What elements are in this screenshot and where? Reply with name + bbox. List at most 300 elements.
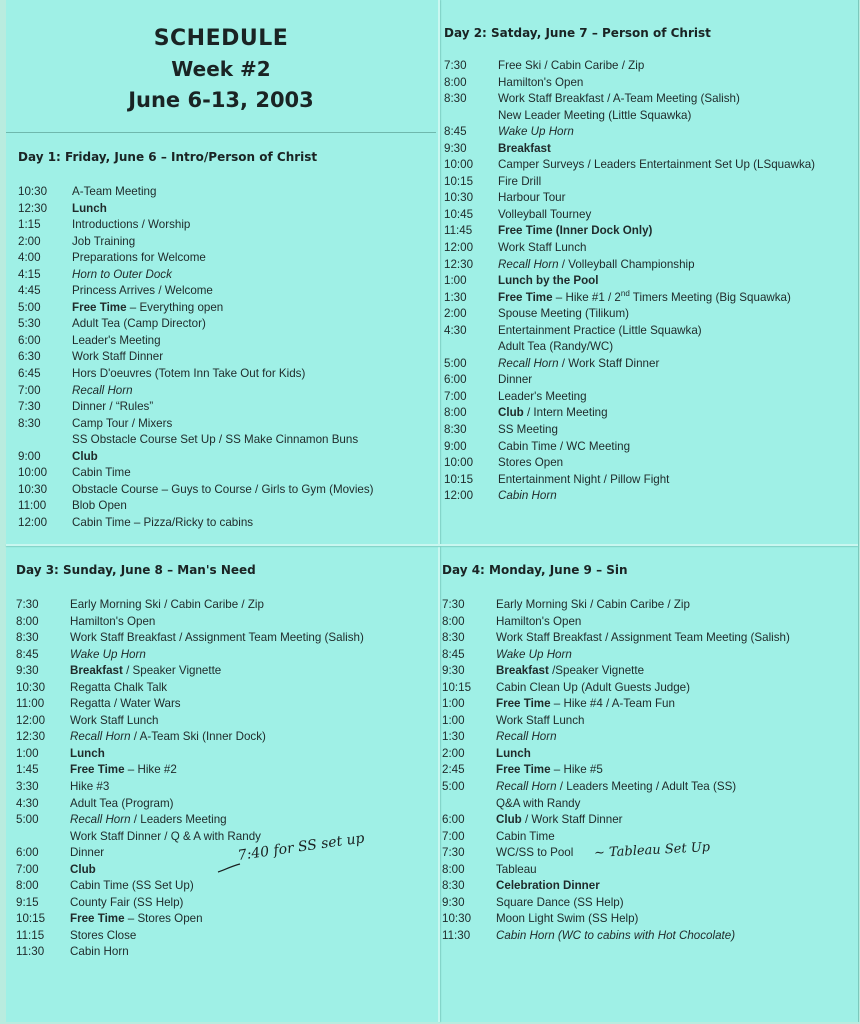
row-event-text: Horn to Outer Dock	[72, 267, 172, 281]
row-event	[72, 184, 428, 201]
row-event-text: Work Staff Breakfast / Assignment Team Meeting (Salish)	[70, 631, 364, 645]
row-time: 2:00	[18, 234, 41, 248]
row-event-text: Blob Open	[72, 499, 127, 513]
row-event-text: Recall Horn	[72, 383, 133, 397]
day-rows	[442, 597, 854, 944]
row-event	[498, 472, 854, 489]
row-event-text: Free Time – Hike #4 / A-Team Fun	[496, 697, 675, 711]
row-event	[70, 696, 428, 713]
row-event	[70, 862, 428, 879]
row-event	[496, 779, 854, 796]
schedule-row	[442, 663, 854, 680]
row-event	[70, 762, 428, 779]
row-time: 10:00	[444, 158, 474, 172]
row-event	[498, 306, 854, 323]
row-event-text: Lunch	[70, 746, 105, 760]
row-event	[70, 812, 428, 829]
row-event-text: Free Time – Hike #1 / 2	[498, 290, 621, 304]
row-event	[498, 273, 854, 290]
schedule-row	[18, 465, 428, 482]
schedule-row	[18, 267, 428, 284]
row-time: 9:30	[442, 664, 465, 678]
row-event-text: Lunch by the Pool	[498, 274, 599, 288]
schedule-row	[444, 488, 854, 505]
row-event	[496, 746, 854, 763]
schedule-title: SCHEDULE	[153, 26, 289, 51]
row-time: 7:30	[18, 400, 41, 414]
row-time: 10:30	[16, 680, 46, 694]
row-event-text: Hamilton's Open	[70, 614, 156, 628]
row-time: 12:30	[444, 257, 474, 271]
row-event	[70, 680, 428, 697]
schedule-row	[442, 597, 854, 614]
row-time: 1:30	[442, 730, 465, 744]
schedule-row	[18, 184, 428, 201]
schedule-header	[6, 24, 436, 116]
schedule-row	[18, 399, 428, 416]
row-event-text: Breakfast	[498, 141, 551, 155]
row-time: 3:30	[16, 780, 39, 794]
row-time	[18, 432, 72, 449]
day-rows	[444, 58, 854, 505]
row-event-text: Recall Horn / Work Staff Dinner	[498, 356, 660, 370]
row-time	[444, 339, 498, 356]
row-event-text: Harbour Tour	[498, 191, 566, 205]
row-event	[70, 878, 428, 895]
schedule-row	[444, 356, 854, 373]
row-event	[70, 647, 428, 664]
row-event-text: Volleyball Tourney	[498, 207, 592, 221]
row-time: 7:30	[442, 598, 465, 611]
handwritten-note-tableau: ~ Tableau Set Up	[593, 839, 711, 862]
row-time: 6:00	[18, 333, 41, 347]
schedule-row	[442, 696, 854, 713]
schedule-row	[444, 455, 854, 472]
schedule-row	[444, 273, 854, 290]
schedule-row	[444, 405, 854, 422]
schedule-row	[444, 108, 854, 125]
schedule-row	[444, 141, 854, 158]
row-event	[70, 614, 428, 631]
schedule-row	[18, 416, 428, 433]
row-event	[70, 796, 428, 813]
schedule-row	[442, 911, 854, 928]
row-event-text: Camper Surveys / Leaders Entertainment Set Up (LSquawka)	[498, 158, 816, 172]
row-event	[498, 339, 854, 356]
schedule-row	[444, 157, 854, 174]
day-title: Day 4: Monday, June 9 – Sin	[442, 563, 628, 577]
row-time: 9:00	[18, 449, 41, 463]
row-event-text: Introductions / Worship	[72, 218, 191, 232]
row-event-text: Hamilton's Open	[498, 75, 584, 89]
schedule-row	[444, 91, 854, 108]
row-event	[498, 207, 854, 224]
row-event-text: Fire Drill	[498, 174, 542, 188]
row-time: 4:30	[444, 323, 467, 337]
row-time: 8:45	[16, 647, 39, 661]
row-time: 8:45	[444, 125, 467, 139]
row-event	[70, 663, 428, 680]
row-time: 6:45	[18, 367, 41, 381]
row-time: 8:30	[18, 416, 41, 430]
row-time: 6:00	[442, 813, 465, 827]
row-event	[498, 405, 854, 422]
row-event-text: Cabin Horn (WC to cabins with Hot Chocolate)	[496, 928, 736, 942]
schedule-row	[16, 845, 428, 862]
day-2-section	[444, 26, 854, 505]
row-event-text: Entertainment Night / Pillow Fight	[498, 472, 670, 486]
schedule-row	[18, 250, 428, 267]
row-time: 1:00	[16, 746, 39, 760]
schedule-row	[16, 713, 428, 730]
row-event-text: Princess Arrives / Welcome	[72, 284, 213, 298]
row-event-text: Free Ski / Cabin Caribe / Zip	[498, 59, 645, 72]
row-event-text: Work Staff Lunch	[496, 713, 585, 727]
vertical-fold	[438, 0, 440, 1022]
row-event-text: Recall Horn / A-Team Ski (Inner Dock)	[70, 730, 266, 744]
schedule-row	[444, 372, 854, 389]
row-time: 11:30	[16, 945, 45, 959]
week-label: Week #2	[171, 57, 271, 81]
row-time: 6:00	[16, 846, 39, 860]
schedule-row	[444, 174, 854, 191]
row-event-text: Club / Intern Meeting	[498, 406, 608, 420]
row-event-text: New Leader Meeting (Little Squawka)	[498, 108, 692, 122]
row-time: 2:00	[444, 307, 467, 321]
row-event	[498, 488, 854, 505]
schedule-row	[444, 472, 854, 489]
row-event	[496, 812, 854, 829]
row-time: 8:30	[442, 879, 465, 893]
row-event	[496, 895, 854, 912]
row-event-text: Cabin Horn	[70, 945, 129, 959]
schedule-row	[444, 389, 854, 406]
row-time: 5:00	[16, 813, 39, 827]
row-event-text: Club	[72, 449, 98, 463]
schedule-row	[442, 762, 854, 779]
row-event-text: Work Staff Dinner / Q & A with Randy	[70, 829, 261, 843]
row-time: 12:00	[16, 713, 46, 727]
row-time: 4:45	[18, 284, 41, 298]
schedule-row	[442, 928, 854, 945]
row-time: 11:45	[444, 224, 473, 238]
row-event	[70, 911, 428, 928]
schedule-row	[16, 729, 428, 746]
row-event-text: Spouse Meeting (Tilikum)	[498, 307, 630, 321]
row-event-text: Early Morning Ski / Cabin Caribe / Zip	[496, 598, 690, 611]
schedule-row	[444, 306, 854, 323]
row-event-text: Free Time – Everything open	[72, 300, 224, 314]
row-event-text: Early Morning Ski / Cabin Caribe / Zip	[70, 598, 264, 611]
row-time: 9:30	[16, 664, 39, 678]
schedule-row	[16, 911, 428, 928]
row-event-rest: Timers Meeting (Big Squawka)	[629, 290, 791, 304]
row-event-text: Club / Work Staff Dinner	[496, 813, 623, 827]
schedule-sheet	[6, 0, 859, 1022]
row-time: 12:00	[444, 489, 474, 503]
row-time: 9:30	[442, 895, 465, 909]
row-event-text: County Fair (SS Help)	[70, 895, 184, 909]
schedule-row	[442, 796, 854, 813]
row-time: 1:00	[442, 713, 465, 727]
day-4-section	[442, 563, 854, 944]
schedule-row	[444, 240, 854, 257]
schedule-row	[16, 762, 428, 779]
row-time: 10:30	[18, 482, 48, 496]
row-event	[498, 157, 854, 174]
schedule-row	[444, 58, 854, 75]
row-time: 8:00	[444, 406, 467, 420]
schedule-row	[16, 663, 428, 680]
row-event	[70, 829, 428, 846]
row-time	[16, 829, 70, 846]
row-time: 11:30	[442, 928, 471, 942]
row-time: 10:15	[444, 472, 474, 486]
row-event	[496, 796, 854, 813]
row-event	[496, 713, 854, 730]
schedule-row	[18, 482, 428, 499]
row-event	[498, 91, 854, 108]
row-event-text: Adult Tea (Randy/WC)	[498, 340, 614, 354]
row-event-text: Camp Tour / Mixers	[72, 416, 173, 430]
row-event	[496, 862, 854, 879]
row-event	[498, 141, 854, 158]
row-time: 7:00	[444, 389, 467, 403]
row-event	[72, 465, 428, 482]
schedule-row	[16, 680, 428, 697]
schedule-row	[16, 895, 428, 912]
row-time: 8:30	[444, 92, 467, 106]
schedule-row	[442, 729, 854, 746]
row-event	[72, 333, 428, 350]
row-event-text: Hors D'oeuvres (Totem Inn Take Out for Kids)	[72, 367, 306, 381]
row-event	[72, 283, 428, 300]
row-event	[498, 372, 854, 389]
schedule-row	[442, 614, 854, 631]
row-event	[72, 416, 428, 433]
row-event	[72, 201, 428, 218]
row-event-text: Recall Horn / Leaders Meeting	[70, 813, 227, 827]
row-event	[70, 779, 428, 796]
schedule-row	[444, 422, 854, 439]
schedule-row	[18, 201, 428, 218]
schedule-row	[18, 217, 428, 234]
row-event-text: Cabin Time	[496, 829, 555, 843]
row-time	[444, 108, 498, 125]
row-event	[496, 911, 854, 928]
schedule-row	[442, 680, 854, 697]
row-event-text: Q&A with Randy	[496, 796, 581, 810]
row-time	[442, 796, 496, 813]
row-event-text: Free Time – Hike #2	[70, 763, 177, 777]
row-event	[72, 316, 428, 333]
row-time: 7:30	[442, 846, 465, 860]
row-event	[70, 597, 428, 614]
row-event-text: Cabin Time (SS Set Up)	[70, 879, 194, 893]
row-event	[72, 399, 428, 416]
row-event	[72, 217, 428, 234]
row-event	[70, 944, 428, 961]
row-event-text: Breakfast /Speaker Vignette	[496, 664, 645, 678]
schedule-row	[18, 349, 428, 366]
row-time: 8:45	[442, 647, 465, 661]
row-event-text: Work Staff Lunch	[70, 713, 159, 727]
row-time: 7:00	[442, 829, 465, 843]
row-event	[496, 928, 854, 945]
row-event-text: Adult Tea (Camp Director)	[72, 317, 206, 331]
schedule-row	[442, 713, 854, 730]
row-event	[496, 663, 854, 680]
day-title: Day 2: Satday, June 7 – Person of Christ	[444, 26, 711, 40]
day-title: Day 3: Sunday, June 8 – Man's Need	[16, 563, 256, 577]
row-event-text: Work Staff Breakfast / Assignment Team Meeting (Salish)	[496, 631, 790, 645]
row-event	[70, 746, 428, 763]
row-event	[72, 234, 428, 251]
schedule-row	[18, 300, 428, 317]
row-time: 5:00	[444, 356, 467, 370]
row-event	[498, 75, 854, 92]
header-divider	[6, 132, 436, 133]
row-event-text: Recall Horn	[496, 730, 557, 744]
row-event-text: Wake Up Horn	[70, 647, 146, 661]
schedule-row	[16, 829, 428, 846]
row-event	[498, 323, 854, 340]
row-event-text: Recall Horn / Leaders Meeting / Adult Tea (SS)	[496, 780, 737, 794]
horizontal-fold	[6, 544, 858, 546]
schedule-row	[18, 234, 428, 251]
schedule-row	[18, 383, 428, 400]
schedule-row	[16, 696, 428, 713]
row-event-text: Cabin Time / WC Meeting	[498, 439, 631, 453]
row-event	[498, 240, 854, 257]
row-event	[498, 108, 854, 125]
row-event	[498, 455, 854, 472]
row-time: 8:00	[444, 75, 467, 89]
row-time: 8:30	[442, 631, 465, 645]
schedule-row	[442, 878, 854, 895]
row-event-text: Cabin Clean Up (Adult Guests Judge)	[496, 680, 690, 694]
day-title: Day 1: Friday, June 6 – Intro/Person of Christ	[18, 150, 318, 164]
row-event-text: Free Time – Stores Open	[70, 912, 203, 926]
schedule-row	[444, 323, 854, 340]
row-event	[498, 124, 854, 141]
row-time: 1:00	[442, 697, 465, 711]
row-event	[72, 300, 428, 317]
row-event-text: Leader's Meeting	[498, 389, 587, 403]
row-time: 10:15	[444, 174, 474, 188]
row-event	[70, 895, 428, 912]
row-event-text: A-Team Meeting	[72, 185, 157, 198]
row-event	[496, 647, 854, 664]
row-event	[72, 482, 428, 499]
schedule-row	[444, 223, 854, 240]
row-event	[72, 267, 428, 284]
row-time: 4:00	[18, 251, 41, 265]
schedule-row	[442, 862, 854, 879]
row-time: 7:00	[18, 383, 41, 397]
row-time: 7:00	[16, 862, 39, 876]
row-time: 7:30	[16, 598, 39, 611]
row-time: 10:30	[442, 912, 472, 926]
row-time: 2:00	[442, 746, 465, 760]
schedule-row	[444, 439, 854, 456]
row-event	[498, 356, 854, 373]
row-event	[72, 515, 428, 532]
row-event	[496, 729, 854, 746]
row-event	[72, 366, 428, 383]
row-event	[70, 630, 428, 647]
row-event-text: Entertainment Practice (Little Squawka)	[498, 323, 702, 337]
row-event-text: SS Meeting	[498, 423, 558, 437]
row-event	[496, 762, 854, 779]
row-event	[498, 174, 854, 191]
row-time: 9:30	[444, 141, 467, 155]
row-time: 11:00	[18, 499, 47, 513]
row-time: 8:30	[444, 423, 467, 437]
row-event-text: Stores Open	[498, 456, 564, 470]
schedule-row	[18, 283, 428, 300]
schedule-row	[16, 746, 428, 763]
row-event-text: Free Time – Hike #5	[496, 763, 603, 777]
schedule-row	[16, 630, 428, 647]
row-event	[498, 422, 854, 439]
row-event	[496, 680, 854, 697]
row-time: 6:30	[18, 350, 41, 364]
row-event	[72, 383, 428, 400]
schedule-row	[444, 124, 854, 141]
handwritten-arrow-icon	[216, 862, 242, 874]
row-time: 1:00	[444, 274, 467, 288]
row-event-text: Job Training	[72, 234, 136, 248]
schedule-row	[18, 316, 428, 333]
row-time: 8:00	[16, 614, 39, 628]
row-event-text: Wake Up Horn	[498, 125, 574, 139]
schedule-row	[18, 515, 428, 532]
day-rows	[16, 597, 428, 961]
row-event	[496, 597, 854, 614]
row-event	[496, 614, 854, 631]
row-event-text: Lunch	[496, 746, 531, 760]
row-time: 11:00	[16, 697, 45, 711]
row-event	[72, 250, 428, 267]
schedule-row	[16, 812, 428, 829]
row-event	[72, 498, 428, 515]
row-time: 8:00	[16, 879, 39, 893]
schedule-row	[442, 746, 854, 763]
row-event-text: Breakfast / Speaker Vignette	[70, 664, 222, 678]
row-event-text: Lunch	[72, 201, 107, 215]
row-event	[498, 439, 854, 456]
handwritten-note-setup-time: 7:40 for SS set up	[236, 830, 366, 864]
schedule-row	[444, 290, 854, 307]
row-event-text: Hike #3	[70, 780, 110, 794]
row-event-text: Celebration Dinner	[496, 879, 600, 893]
row-time: 5:00	[18, 300, 41, 314]
row-time: 12:30	[16, 730, 46, 744]
row-time: 12:30	[18, 201, 48, 215]
row-time: 4:15	[18, 267, 41, 281]
row-time: 1:15	[18, 218, 41, 232]
row-event-text: Preparations for Welcome	[72, 251, 206, 265]
schedule-row	[16, 796, 428, 813]
schedule-row	[18, 449, 428, 466]
schedule-row	[16, 928, 428, 945]
schedule-row	[444, 190, 854, 207]
row-event-text: Moon Light Swim (SS Help)	[496, 912, 639, 926]
row-event-text: Obstacle Course – Guys to Course / Girls to Gym (Movies)	[72, 482, 374, 496]
schedule-row	[16, 614, 428, 631]
row-event	[498, 389, 854, 406]
